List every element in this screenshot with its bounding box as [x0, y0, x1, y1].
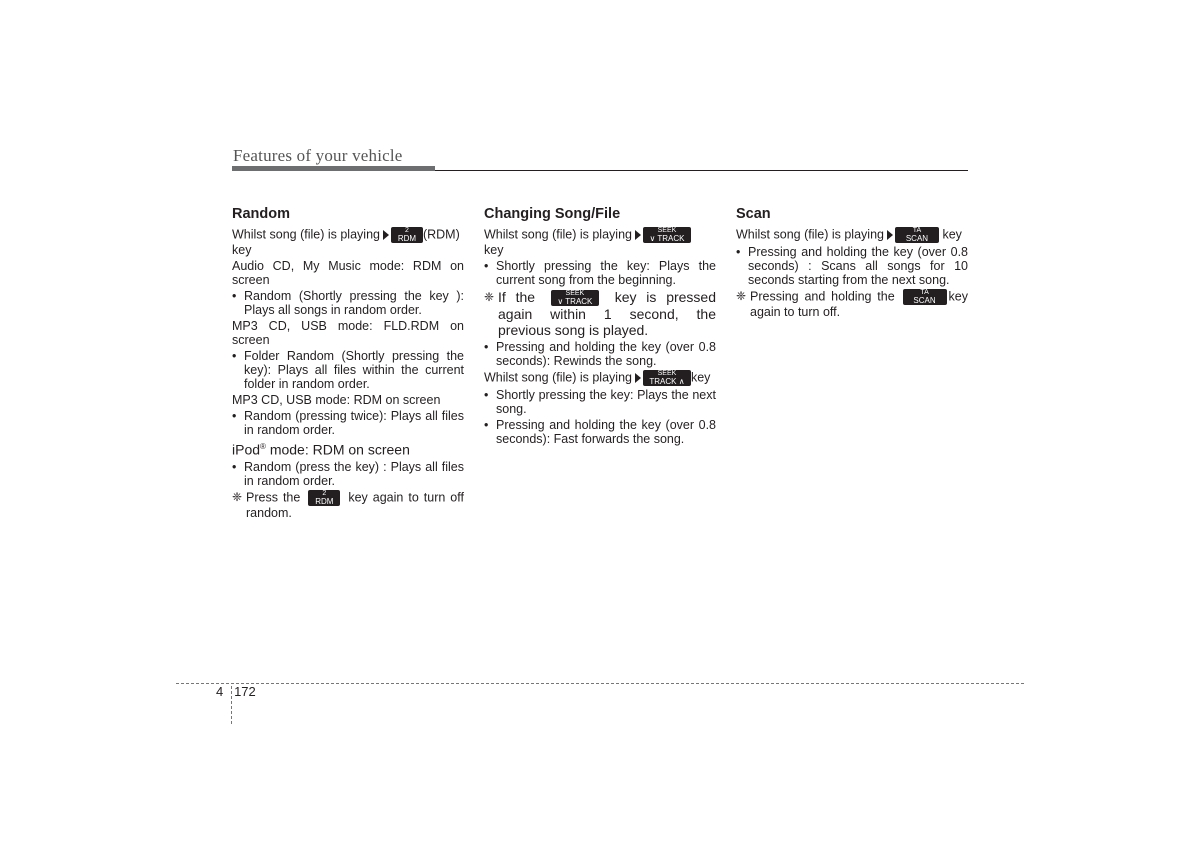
- paragraph: [736, 227, 968, 243]
- list-item: [736, 245, 968, 287]
- list-item: [232, 409, 464, 437]
- key-bottom-label: RDM: [397, 234, 417, 243]
- list-item-text: Random (pressing twice): Plays all files in random order.: [244, 409, 464, 437]
- ta-scan-key-icon: [895, 227, 939, 243]
- bullet: •: [736, 245, 741, 259]
- bullet: •: [484, 388, 489, 403]
- text: key: [484, 243, 504, 257]
- text: key again to turn off random.: [246, 489, 464, 520]
- bullet: •: [232, 349, 237, 363]
- paragraph: [232, 227, 464, 257]
- key-top-label: 2: [405, 227, 409, 234]
- list-item-text: Random (Shortly pressing the key ): Plays all songs in random order.: [244, 289, 464, 317]
- key-top-label: SEEK: [657, 370, 677, 378]
- bullet: •: [232, 289, 237, 303]
- footer-rule: [176, 683, 1024, 684]
- paragraph: [232, 439, 464, 458]
- paragraph: MP3 CD, USB mode: RDM on screen: [232, 393, 441, 407]
- list-item: [484, 340, 716, 368]
- note-icon: ❈: [484, 290, 495, 304]
- play-arrow-icon: [635, 373, 641, 383]
- bullet: •: [232, 459, 237, 474]
- key-bottom-label: RDM: [315, 496, 334, 506]
- text: Press the: [246, 489, 301, 504]
- text: key: [232, 243, 252, 257]
- bullet: •: [232, 409, 237, 423]
- list-item: [232, 349, 464, 391]
- rdm-key-icon: [391, 227, 423, 243]
- text: key: [942, 227, 962, 242]
- note-icon: ❈: [232, 489, 243, 504]
- text: (RDM): [422, 227, 460, 242]
- bullet: •: [484, 418, 489, 433]
- column-changing-song: [484, 206, 716, 448]
- registered-mark: ®: [260, 442, 266, 451]
- key-bottom-label: TRACK: [649, 377, 677, 387]
- section-heading-scan: Scan: [736, 206, 771, 222]
- key-top-label: 2: [322, 489, 327, 497]
- section-heading-changing-song: Changing Song/File: [484, 206, 621, 222]
- seek-track-up-key-icon: [643, 370, 691, 386]
- chapter-number: 4: [216, 684, 224, 699]
- chevron-down-icon: ∨: [649, 234, 656, 243]
- key-bottom-label: TRACK: [565, 297, 593, 307]
- list-item-text: Pressing and holding the key (over 0.8 seconds): Rewinds the song.: [496, 340, 716, 369]
- page-number: [216, 684, 256, 699]
- paragraph: [484, 370, 716, 386]
- rdm-key-icon: [308, 490, 340, 506]
- list-item-text: Shortly pressing the key: Plays the next song.: [496, 388, 716, 417]
- text: key is pressed again within 1 second, the previous song is played.: [498, 289, 717, 339]
- page-header-title: Features of your vehicle: [233, 146, 403, 165]
- bullet: •: [484, 340, 489, 355]
- seek-track-down-key-icon: [551, 290, 599, 306]
- list-item: [484, 388, 716, 416]
- text: mode: RDM on screen: [265, 441, 410, 458]
- list-item-text: Shortly pressing the key: Plays the current song from the beginning.: [496, 259, 716, 287]
- key-bottom-label: SCAN: [905, 234, 929, 243]
- chevron-down-icon: ∨: [557, 297, 564, 307]
- paragraph: Audio CD, My Music mode: RDM on screen: [232, 259, 464, 287]
- key-top-label: SEEK: [657, 227, 677, 234]
- list-item: [484, 259, 716, 287]
- text: key: [690, 370, 711, 385]
- text: If the: [498, 289, 536, 305]
- text: Whilst song (file) is playing: [736, 227, 884, 242]
- play-arrow-icon: [635, 230, 641, 240]
- text: Whilst song (file) is playing: [232, 227, 380, 242]
- list-item-text: Random (press the key) : Plays all files in random order.: [244, 459, 464, 488]
- text: Pressing and holding the: [750, 289, 895, 304]
- column-scan: [736, 206, 968, 321]
- bullet: •: [484, 259, 489, 273]
- note-item: [232, 490, 464, 520]
- page-number-value: 172: [234, 684, 256, 699]
- key-bottom-label: TRACK: [657, 234, 685, 243]
- header-rule-thin: [435, 170, 968, 171]
- paragraph: [484, 227, 716, 257]
- list-item-text: Folder Random (Shortly pressing the key): Plays all files within the current folder in random order.: [244, 349, 464, 391]
- text: key again to turn off.: [750, 289, 968, 319]
- note-icon: ❈: [736, 289, 747, 303]
- list-item-text: Pressing and holding the key (over 0.8 seconds) : Scans all songs for 10 seconds starting from the next song.: [748, 245, 968, 287]
- seek-track-down-key-icon: [643, 227, 691, 243]
- chevron-up-icon: ∧: [678, 377, 685, 387]
- text: Whilst song (file) is playing: [484, 370, 632, 385]
- list-item: [232, 289, 464, 317]
- note-item: [484, 289, 716, 338]
- column-random: [232, 206, 464, 522]
- play-arrow-icon: [383, 230, 389, 240]
- text: Whilst song (file) is playing: [484, 227, 632, 242]
- header-rule-thick: [232, 166, 435, 171]
- play-arrow-icon: [887, 230, 893, 240]
- paragraph: MP3 CD, USB mode: FLD.RDM on screen: [232, 319, 464, 347]
- key-top-label: TA: [912, 227, 922, 234]
- list-item-text: Pressing and holding the key (over 0.8 seconds): Fast forwards the song.: [496, 418, 716, 447]
- list-item: [232, 460, 464, 488]
- key-top-label: SEEK: [565, 290, 585, 298]
- key-top-label: TA: [920, 289, 929, 296]
- note-item: [736, 289, 968, 319]
- ta-scan-key-icon: [903, 289, 947, 305]
- text: iPod: [232, 441, 261, 458]
- list-item: [484, 418, 716, 446]
- section-heading-random: Random: [232, 206, 290, 222]
- key-bottom-label: SCAN: [913, 296, 936, 305]
